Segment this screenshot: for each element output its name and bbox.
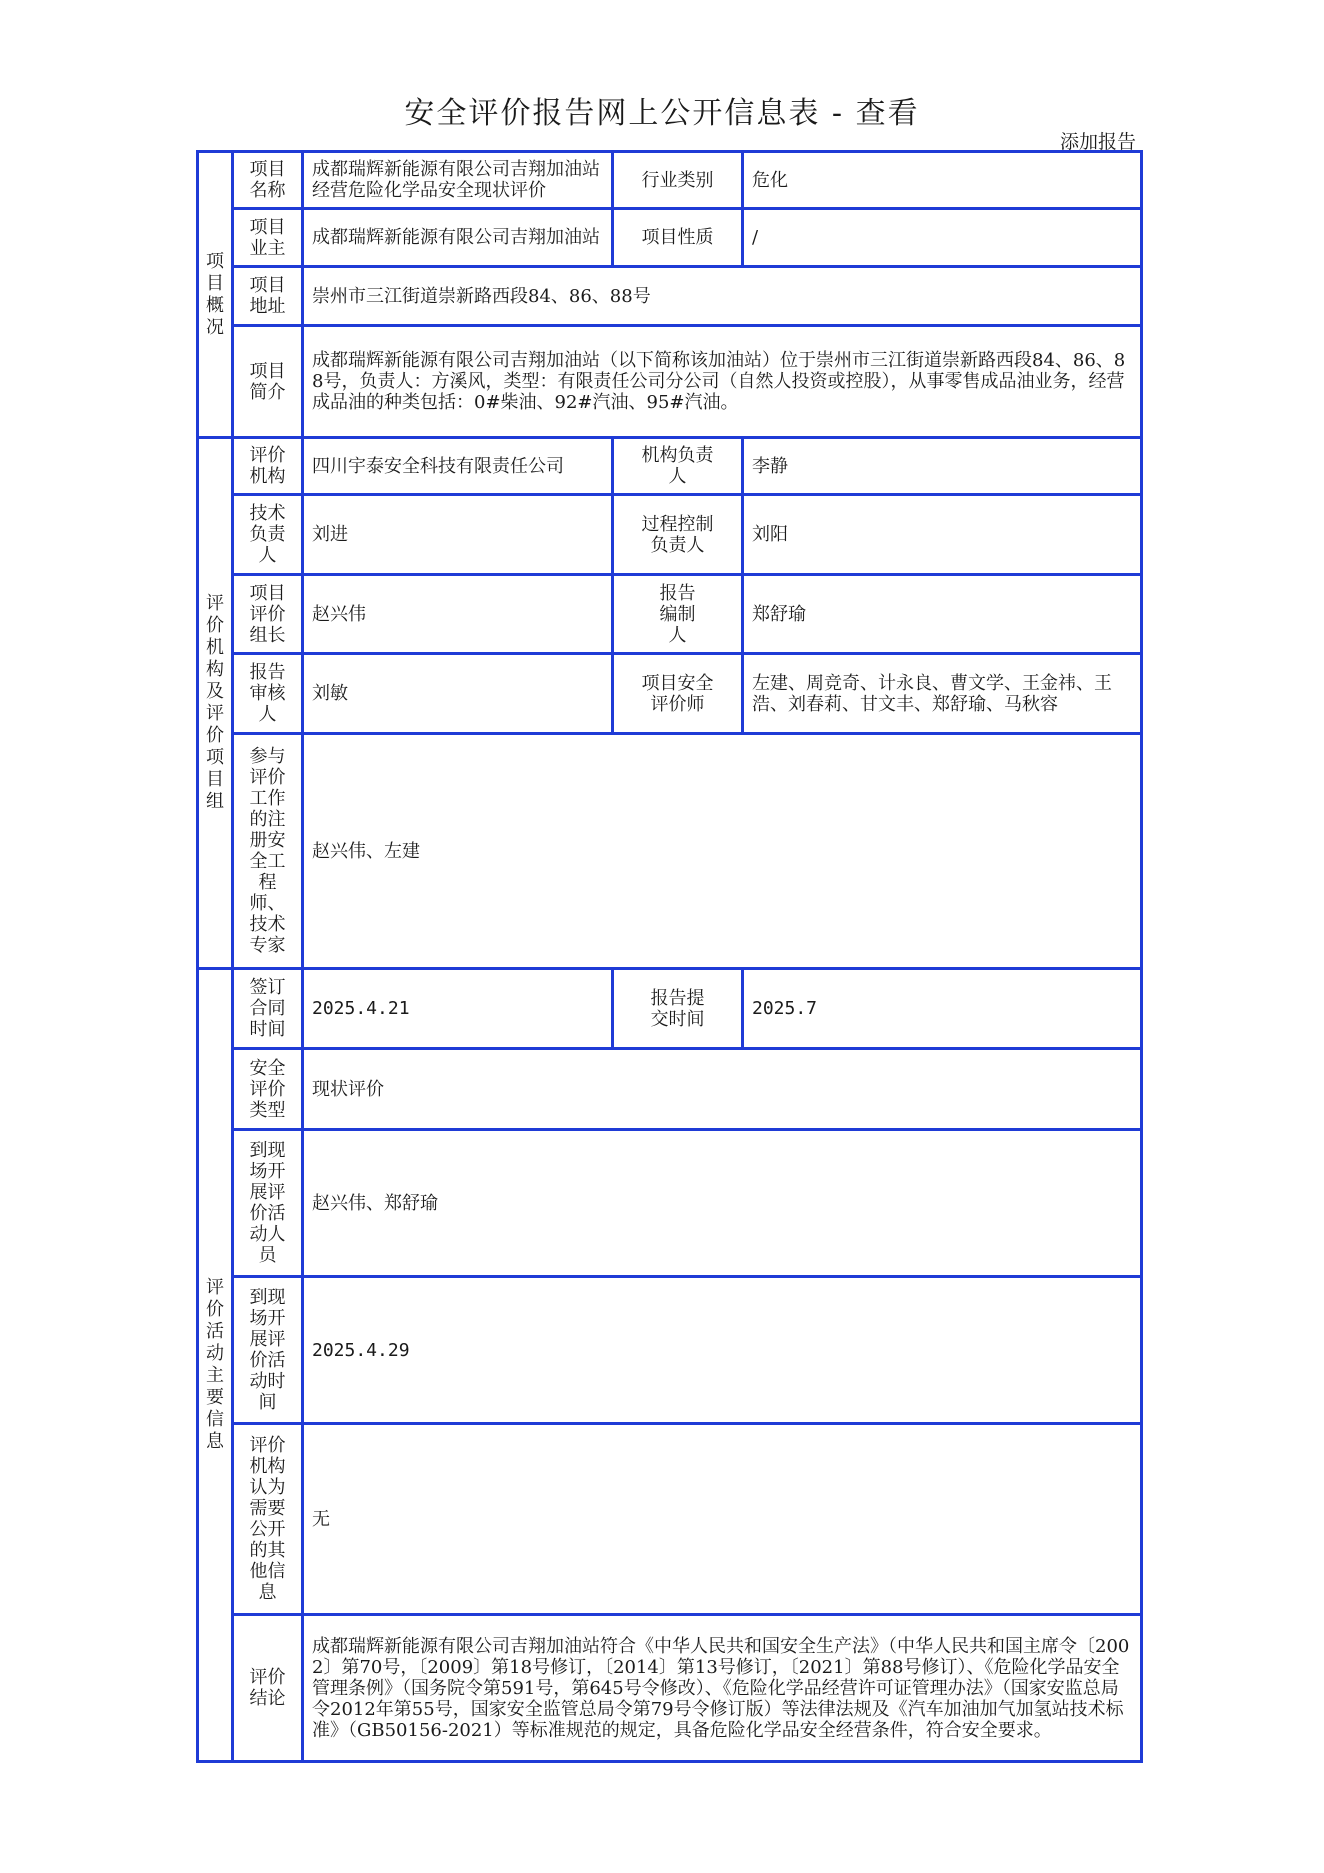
submit-label: 报告提交时间 — [613, 969, 743, 1049]
contract-date-value: 2025.4.21 — [303, 969, 613, 1049]
industry-value: 危化 — [743, 152, 1142, 209]
org-head-value: 李静 — [743, 438, 1142, 495]
table-row — [198, 1277, 1142, 1424]
table-row — [198, 326, 1142, 438]
table-row — [198, 734, 1142, 969]
reviewer-value: 刘敏 — [303, 654, 613, 734]
nature-label: 项目性质 — [613, 209, 743, 267]
owner-value: 成都瑞辉新能源有限公司吉翔加油站 — [303, 209, 613, 267]
table-row — [198, 209, 1142, 267]
table-row — [198, 152, 1142, 209]
org-value: 四川宇泰安全科技有限责任公司 — [303, 438, 613, 495]
process-head-label: 过程控制负责人 — [613, 495, 743, 575]
nature-value: / — [743, 209, 1142, 267]
engineers-label: 参与评价工作的注册安全工程师、技术专家 — [233, 734, 303, 969]
industry-label: 行业类别 — [613, 152, 743, 209]
group-activity: 评价活动主要信息 — [198, 969, 233, 1762]
project-name-value: 成都瑞辉新能源有限公司吉翔加油站经营危险化学品安全现状评价 — [303, 152, 613, 209]
team-lead-value: 赵兴伟 — [303, 575, 613, 654]
address-value: 崇州市三江街道崇新路西段84、86、88号 — [303, 267, 1142, 326]
conclusion-value: 成都瑞辉新能源有限公司吉翔加油站符合《中华人民共和国安全生产法》（中华人民共和国主席令〔2002〕第70号，〔2009〕第18号修订，〔2014〕第13号修订，〔2021〕第88号修订）、《危险化学品安全管理条例》（国务院令第591号，第645号令修改）、《危险化学品经营许可证管理办法》（国家安监总局令2012年第55号，国家安全监管总局令第79号令修订版）等法律法规及《汽车加油加气加氢站技术标准》（GB50156-2021）等标准规范的规定，具备危险化学品安全经营条件，符合安全要求。 — [303, 1615, 1142, 1762]
type-label: 安全评价类型 — [233, 1049, 303, 1130]
info-table — [196, 150, 1143, 1763]
compiler-label: 报告编制人 — [613, 575, 743, 654]
org-label: 评价机构 — [233, 438, 303, 495]
conclusion-label: 评价结论 — [233, 1615, 303, 1762]
reviewer-label: 报告审核人 — [233, 654, 303, 734]
org-head-label: 机构负责人 — [613, 438, 743, 495]
table-row — [198, 267, 1142, 326]
owner-label: 项目业主 — [233, 209, 303, 267]
table-row — [198, 1615, 1142, 1762]
onsite-time-value: 2025.4.29 — [303, 1277, 1142, 1424]
submit-date-value: 2025.7 — [743, 969, 1142, 1049]
tech-head-label: 技术负责人 — [233, 495, 303, 575]
project-name-label: 项目名称 — [233, 152, 303, 209]
table-row — [198, 654, 1142, 734]
tech-head-value: 刘进 — [303, 495, 613, 575]
onsite-time-label: 到现场开展评价活动时间 — [233, 1277, 303, 1424]
group-overview: 项目概况 — [198, 152, 233, 438]
other-info-label: 评价机构认为需要公开的其他信息 — [233, 1424, 303, 1615]
add-report-link[interactable]: 添加报告 — [1059, 131, 1136, 153]
compiler-value: 郑舒瑜 — [743, 575, 1142, 654]
table-row — [198, 1049, 1142, 1130]
onsite-staff-value: 赵兴伟、郑舒瑜 — [303, 1130, 1142, 1277]
table-row — [198, 575, 1142, 654]
intro-label: 项目简介 — [233, 326, 303, 438]
table-row — [198, 969, 1142, 1049]
assessors-label: 项目安全评价师 — [613, 654, 743, 734]
other-info-value: 无 — [303, 1424, 1142, 1615]
table-row — [198, 438, 1142, 495]
table-row — [198, 1130, 1142, 1277]
table-row — [198, 495, 1142, 575]
intro-value: 成都瑞辉新能源有限公司吉翔加油站（以下简称该加油站）位于崇州市三江街道崇新路西段84、86、88号，负责人：方溪风，类型：有限责任公司分公司（自然人投资或控股），从事零售成品油业务，经营成品油的种类包括：0#柴油、92#汽油、95#汽油。 — [303, 326, 1142, 438]
type-value: 现状评价 — [303, 1049, 1142, 1130]
group-agency: 评价机构及评价项目组 — [198, 438, 233, 969]
page-title: 安全评价报告网上公开信息表 - 查看 — [404, 96, 920, 131]
assessors-value: 左建、周竞奇、计永良、曹文学、王金祎、王浩、刘春莉、甘文丰、郑舒瑜、马秋容 — [743, 654, 1142, 734]
engineers-value: 赵兴伟、左建 — [303, 734, 1142, 969]
address-label: 项目地址 — [233, 267, 303, 326]
table-row — [198, 1424, 1142, 1615]
process-head-value: 刘阳 — [743, 495, 1142, 575]
onsite-staff-label: 到现场开展评价活动人员 — [233, 1130, 303, 1277]
team-lead-label: 项目评价组长 — [233, 575, 303, 654]
contract-label: 签订合同时间 — [233, 969, 303, 1049]
